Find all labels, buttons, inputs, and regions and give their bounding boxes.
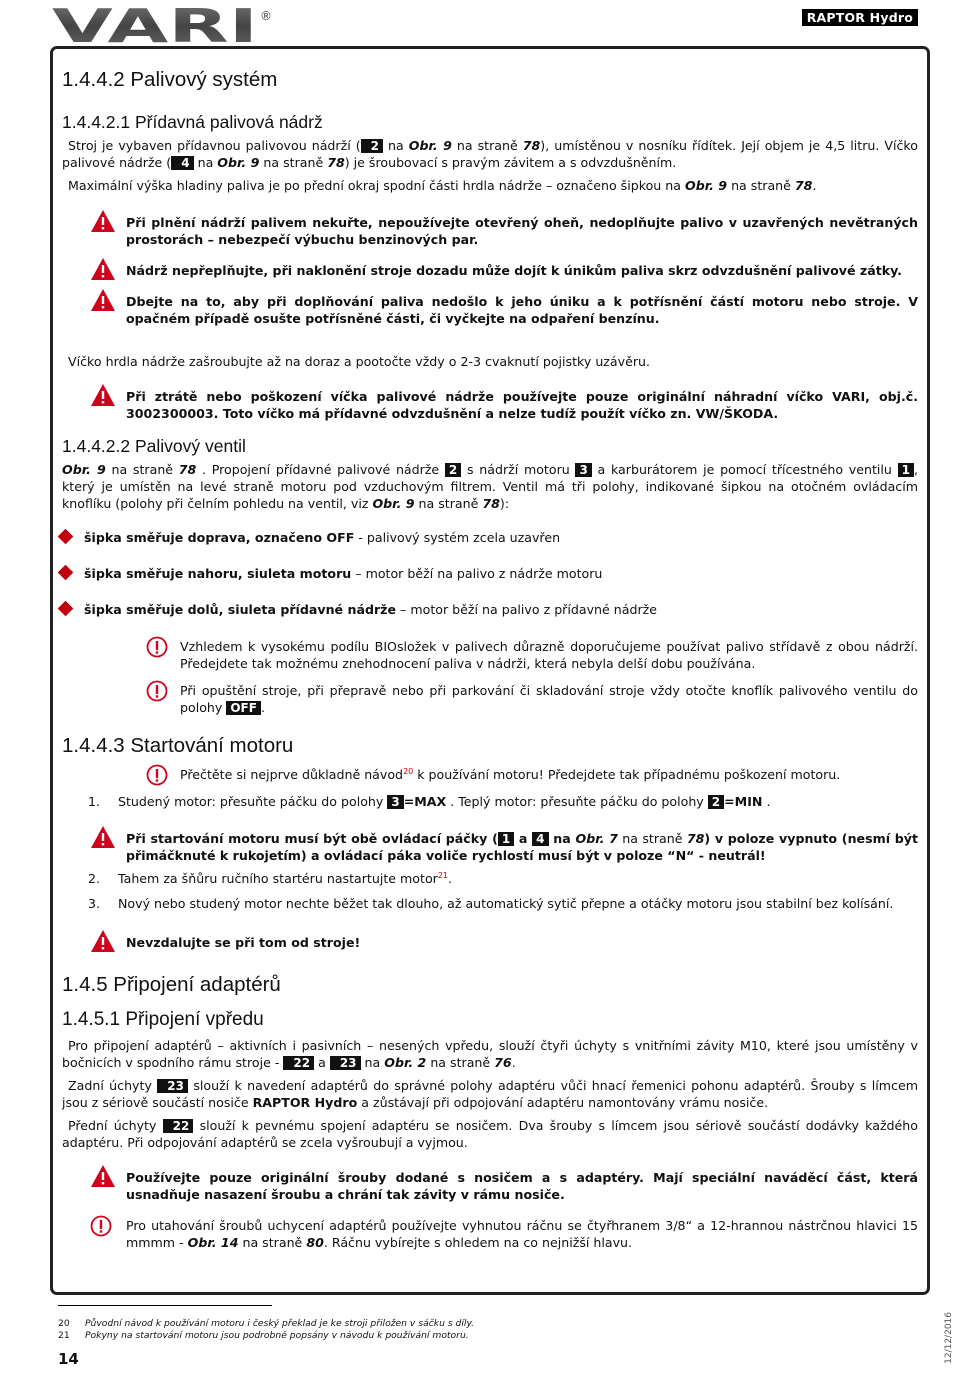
- footnote-separator: [58, 1305, 272, 1306]
- part-number: 3: [387, 795, 403, 809]
- revision-date: 12/12/2016: [944, 1312, 954, 1364]
- warning-icon: [90, 929, 116, 953]
- heading-fuel-system: 1.4.4.2 Palivový systém: [62, 68, 278, 91]
- page-number: 14: [58, 1350, 79, 1368]
- warning-block: Při plnění nádrží palivem nekuřte, nepoužívejte otevřený oheň, nedoplňujte palivo v uzavřených nevětraných prostorách – nebezpečí výbuchu benzinových par.: [62, 214, 918, 248]
- info-icon: [146, 636, 168, 658]
- part-number: 23: [330, 1056, 361, 1070]
- warning-block: Při startování motoru musí být obě ovládací páčky ( 1 a 4 na Obr. 7 na straně 78) v poloze vypnuto (nesmí být přimáčknuté k rukojetím) a ovládací páka voliče rychlostí musí být v poloze “N“ - neutrál!: [62, 830, 918, 864]
- paragraph: Maximální výška hladiny paliva je po přední okraj spodní části hrdla nádrže – označeno šipkou na Obr. 9 na straně 78.: [68, 178, 817, 193]
- info-block: Vzhledem k vysokému podílu BIOsložek v palivech důrazně doporučujeme používat palivo střídavě z obou nádrží. Předejdete tak možnému znehodnocení paliva v nádrži, která nebyla delší dobu používána.: [62, 638, 918, 672]
- heading-fuel-valve: 1.4.4.2.2 Palivový ventil: [62, 436, 246, 456]
- warning-icon: [90, 383, 116, 407]
- part-number: 4: [171, 156, 193, 170]
- warning-block: Nevzdalujte se při tom od stroje!: [62, 934, 918, 951]
- paragraph: Stroj je vybaven přídavnou palivovou nádrží ( 2 na Obr. 9 na straně 78), umístěnou v nosníku řídítek. Její objem je 4,5 litru. Víčko palivové nádrže ( 4 na Obr. 9 na straně 78) je šroubovací s pravým závitem a s odvzdušněním.: [62, 138, 918, 170]
- list-item: šipka směřuje doprava, označeno OFF - palivový systém zcela uzavřen: [62, 530, 918, 545]
- warning-block: Dbejte na to, aby při doplňování paliva nedošlo k jeho úniku a k potřísnění částí motoru nebo stroje. V opačném případě osušte potřísněné části, či vyčkejte na odpaření benzínu.: [62, 293, 918, 327]
- part-number: 2: [361, 139, 383, 153]
- warning-icon: [90, 1164, 116, 1188]
- part-number: 22: [163, 1119, 194, 1133]
- paragraph: Pro připojení adaptérů – aktivních i pasivních – nesených vpředu, slouží čtyři úchyty s vnitřními závity M10, které jsou umístěny v bočnicích v spodního rámu stroje - 22 a 23 na Obr. 2 na straně 76.: [62, 1038, 918, 1070]
- list-item: 2. Tahem za šňůru ručního startéru nastartujte motor$^{21}$.: [88, 870, 453, 886]
- footnote: 21 Pokyny na startování motoru jsou podrobně popsány v návodu k používání motoru.: [58, 1330, 469, 1341]
- info-icon: [146, 764, 168, 786]
- heading-front-connection: 1.4.5.1 Připojení vpředu: [62, 1009, 264, 1030]
- warning-block: Používejte pouze originální šrouby dodané s nosičem a s adaptéry. Mají speciální naváděcí část, která usnadňuje nasazení šroubu a chrání tak závity v rámu nosiče.: [62, 1169, 918, 1203]
- paragraph: Obr. 9 na straně 78 . Propojení přídavné palivové nádrže 2 s nádrží motoru 3 a karburátorem je pomocí třícestného ventilu 1 , který je umístěn na levé straně motoru pod vzduchovým filtrem. Ventil má tři polohy, indikované šipkou na otočném ovládacím knoflíku (polohy při čelním pohledu na ventil, viz Obr. 9 na straně 78):: [62, 462, 918, 511]
- info-icon: [90, 1215, 112, 1237]
- info-icon: [146, 680, 168, 702]
- part-number: 4: [532, 832, 548, 846]
- vari-logo: [52, 0, 274, 53]
- warning-block: Nádrž nepřeplňujte, při naklonění stroje dozadu může dojít k únikům paliva skrz odvzdušnění palivové zátky.: [62, 262, 918, 279]
- part-number: 1: [898, 463, 914, 477]
- off-label: OFF: [226, 701, 261, 715]
- warning-icon: [90, 209, 116, 233]
- heading-engine-start: 1.4.4.3 Startování motoru: [62, 734, 294, 757]
- part-number: 1: [498, 832, 514, 846]
- list-item: 3. Nový nebo studený motor nechte běžet tak dlouho, až automatický sytič přepne a otáčky motoru jsou stabilní bez kolísání.: [88, 896, 894, 911]
- warning-icon: [90, 257, 116, 281]
- paragraph: Přední úchyty 22 slouží k pevnému spojení adaptéru se nosičem. Dva šrouby s límcem jsou sériově součástí dodávky každého adaptéru. Při odpojování adaptérů se zcela vyšroubují a vyjmou.: [62, 1118, 918, 1150]
- part-number: 22: [283, 1056, 314, 1070]
- info-block: Pro utahování šroubů uchycení adaptérů používejte vyhnutou ráčnu se čtyřhranem 3/8“ a 12-hrannou nástrčnou hlavici 15 mmmm - Obr. 14 na straně 80. Ráčnu vybírejte s ohledem na co nejnižší hlavu.: [62, 1217, 918, 1251]
- list-item: šipka směřuje dolů, siuleta přídavné nádrže – motor běží na palivo z přídavné nádrže: [62, 602, 918, 617]
- heading-aux-tank: 1.4.4.2.1 Přídavná palivová nádrž: [62, 112, 323, 132]
- logo-text: VARI: [52, 0, 258, 53]
- list-item: 1. Studený motor: přesuňte páčku do polohy 3 =MAX . Teplý motor: přesuňte páčku do polohy 2 =MIN .: [88, 794, 771, 809]
- part-number: 3: [575, 463, 591, 477]
- part-number: 2: [708, 795, 724, 809]
- info-block: Přečtěte si nejprve důkladně návod$^{20}$ k používání motoru! Předejdete tak případnému poškození motoru.: [62, 766, 918, 783]
- paragraph: Zadní úchyty 23 slouží k navedení adaptérů do správné polohy adaptéru vůči hnací řemenici pohonu adaptérů. Šrouby s límcem jsou z sériově součástí nosiče RAPTOR Hydro a zůstávají při odpojování adaptéru namontovány vrámu nosiče.: [62, 1078, 919, 1110]
- warning-icon: [90, 825, 116, 849]
- footnote: 20 Původní návod k používání motoru i český překlad je ke stroji přiložen v sáčku s díly.: [58, 1318, 475, 1329]
- part-number: 2: [445, 463, 461, 477]
- list-item: šipka směřuje nahoru, siuleta motoru – motor běží na palivo z nádrže motoru: [62, 566, 918, 581]
- product-name: RAPTOR Hydro: [802, 9, 918, 26]
- heading-adapters: 1.4.5 Připojení adaptérů: [62, 973, 281, 996]
- registered-mark: ®: [260, 9, 272, 23]
- info-block: Při opuštění stroje, při přepravě nebo při parkování či skladování stroje vždy otočte knoflík palivového ventilu do polohy OFF .: [62, 682, 918, 716]
- part-number: 23: [157, 1079, 188, 1093]
- warning-icon: [90, 288, 116, 312]
- warning-block: Při ztrátě nebo poškození víčka palivové nádrže používejte pouze originální náhradní víčko VARI, obj.č. 3002300003. Toto víčko má přídavné odvzdušnění a nelze tudíž použít víčko zn. VW/ŠKODA.: [62, 388, 918, 422]
- page-content: [62, 64, 918, 1261]
- paragraph: Víčko hrdla nádrže zašroubujte až na doraz a pootočte vždy o 2-3 cvaknutí pojistky uzávěru.: [68, 354, 650, 369]
